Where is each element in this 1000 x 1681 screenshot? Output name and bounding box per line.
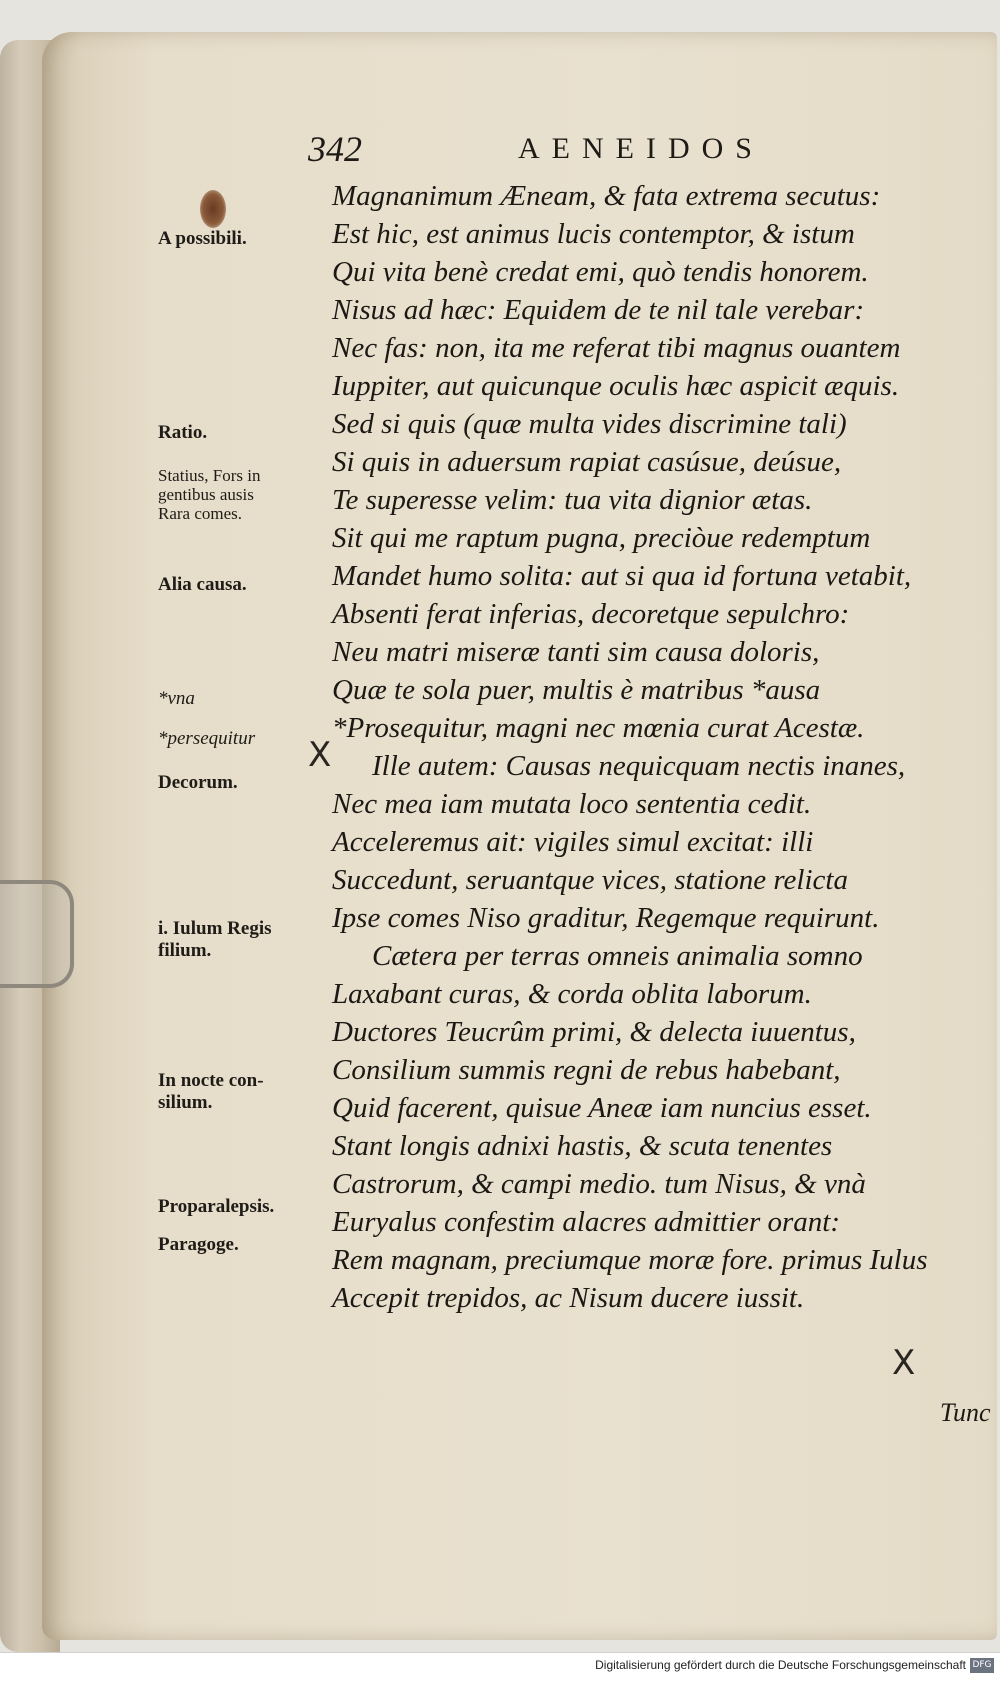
margin-note: In nocte con- — [158, 1070, 264, 1091]
page-header — [308, 128, 868, 168]
text-line: Castrorum, & campi medio. tum Nisus, & vnà — [332, 1168, 866, 1200]
cross-mark: X — [892, 1343, 916, 1383]
margin-note: Proparalepsis. — [158, 1196, 275, 1217]
margin-note: Decorum. — [158, 772, 238, 793]
text-line: Euryalus confestim alacres admittier orant: — [332, 1206, 840, 1238]
text-line: *Prosequitur, magni nec mœnia curat Acestæ. — [332, 712, 865, 744]
text-line: Iuppiter, aut quicunque oculis hæc aspicit æquis. — [332, 370, 900, 402]
text-line: Nec fas: non, ita me referat tibi magnus ouantem — [332, 332, 901, 364]
text-line: Ductores Teucrûm primi, & delecta iuuentus, — [332, 1016, 856, 1048]
text-line: Nisus ad hæc: Equidem de te nil tale verebar: — [332, 294, 865, 326]
text-line: Laxabant curas, & corda oblita laborum. — [332, 978, 812, 1010]
text-line: Neu matri miseræ tanti sim causa doloris, — [332, 636, 820, 668]
text-line: Acceleremus ait: vigiles simul excitat: illi — [332, 826, 814, 858]
cross-mark: X — [308, 735, 332, 775]
text-line: Rem magnam, preciumque moræ fore. primus Iulus — [332, 1244, 928, 1276]
footer-bar — [0, 1652, 1000, 1681]
dfg-logo: DFG — [970, 1658, 994, 1673]
text-line: Magnanimum Æneam, & fata extrema secutus: — [332, 180, 881, 212]
margin-note: Statius, Fors in — [158, 466, 261, 485]
margin-note: *persequitur — [158, 728, 256, 749]
text-line: Sed si quis (quæ multa vides discrimine tali) — [332, 408, 847, 440]
page-number: 342 — [308, 129, 362, 169]
margin-note: i. Iulum Regis — [158, 918, 272, 939]
text-line: Te superesse velim: tua vita dignior ætas. — [332, 484, 813, 516]
catchword: Tunc — [940, 1398, 991, 1427]
text-line: Est hic, est animus lucis contemptor, & istum — [332, 218, 855, 250]
margin-note: silium. — [158, 1092, 213, 1113]
margin-note: *vna — [158, 688, 195, 709]
text-line: Nec mea iam mutata loco sententia cedit. — [332, 788, 812, 820]
margin-note: Ratio. — [158, 422, 208, 443]
text-line: Absenti ferat inferias, decoretque sepulchro: — [332, 598, 850, 630]
text-line: Ipse comes Niso graditur, Regemque requirunt. — [332, 902, 880, 934]
text-line: Sit qui me raptum pugna, preciòue redemptum — [332, 522, 871, 554]
text-line: Cætera per terras omneis animalia somno — [372, 940, 863, 972]
margin-note: gentibus ausis — [158, 485, 254, 504]
text-line: Quæ te sola puer, multis è matribus *ausa — [332, 674, 821, 706]
running-title: AENEIDOS — [518, 132, 764, 165]
text-line: Quid facerent, quisue Aneæ iam nuncius esset. — [332, 1092, 872, 1124]
text-line: Succedunt, seruantque vices, statione relicta — [332, 864, 848, 896]
footer-credit: Digitalisierung gefördert durch die Deutsche Forschungsgemeinschaft — [595, 1658, 966, 1672]
ink-stain — [200, 190, 226, 228]
text-line: Consilium summis regni de rebus habebant, — [332, 1054, 841, 1086]
text-line: Qui vita benè credat emi, quò tendis honorem. — [332, 256, 869, 288]
text-line: Accepit trepidos, ac Nisum ducere iussit. — [332, 1282, 805, 1314]
book-clasp — [0, 880, 74, 988]
margin-note: Paragoge. — [158, 1234, 239, 1255]
text-line: Ille autem: Causas nequicquam nectis inanes, — [372, 750, 906, 782]
margin-note: filium. — [158, 940, 212, 961]
text-line: Mandet humo solita: aut si qua id fortuna vetabit, — [332, 560, 912, 592]
margin-note: Rara comes. — [158, 504, 243, 523]
text-line: Stant longis adnixi hastis, & scuta tenentes — [332, 1130, 833, 1162]
text-line: Si quis in aduersum rapiat casúsue, deúsue, — [332, 446, 842, 478]
margin-note: A possibili. — [158, 228, 247, 249]
margin-note: Alia causa. — [158, 574, 247, 595]
